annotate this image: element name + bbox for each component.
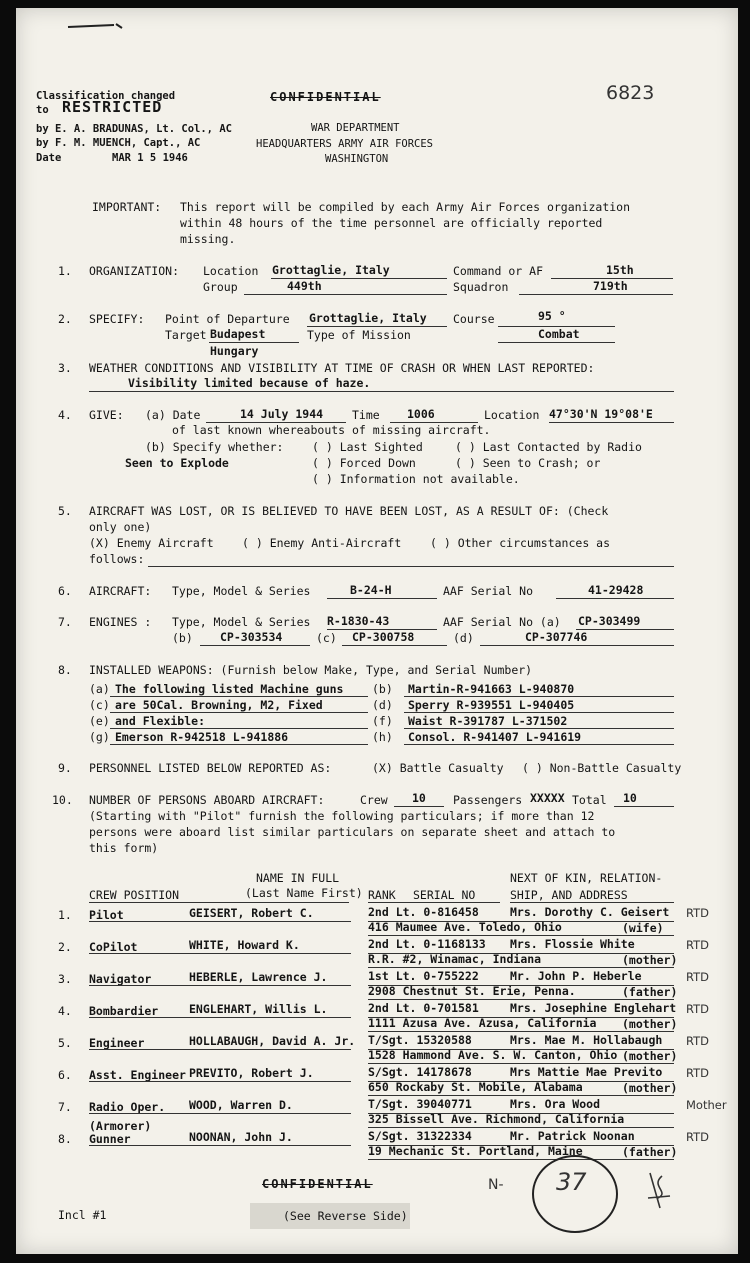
crew-position: Engineer xyxy=(89,1036,145,1050)
crew-header-name: NAME IN FULL xyxy=(256,871,340,885)
crew-header-kin-2: SHIP, AND ADDRESS xyxy=(510,888,628,902)
margin-note: RTD xyxy=(686,970,710,984)
crew-underline xyxy=(368,985,674,986)
crew-relation: (mother) xyxy=(622,1049,678,1063)
s1-location-value: Grottaglie, Italy xyxy=(272,263,390,277)
crew-underline xyxy=(89,953,189,954)
s2-target-value: Budapest xyxy=(210,327,266,341)
crew-address: 1528 Hammond Ave. S. W. Canton, Ohio xyxy=(368,1048,618,1062)
s2-course-value: 95 ° xyxy=(538,309,566,323)
to-label: to xyxy=(36,104,49,116)
crew-underline xyxy=(368,1145,674,1146)
crew-underline xyxy=(186,921,351,922)
s2-departure-label: Point of Departure xyxy=(165,312,290,326)
crew-row-number: 7. xyxy=(58,1100,72,1114)
weapon-underline xyxy=(110,696,368,697)
crew-rank-serial: 2nd Lt. 0-701581 xyxy=(368,1001,479,1015)
s1-command-value: 15th xyxy=(606,263,634,277)
crew-address: 2908 Chestnut St. Erie, Penna. xyxy=(368,984,576,998)
confidential-top: CONFIDENTIAL xyxy=(270,90,381,104)
crew-name: NOONAN, John J. xyxy=(189,1130,293,1144)
crew-position: Pilot xyxy=(89,908,124,922)
s4-opt-not-available: ( ) Information not available. xyxy=(312,472,520,486)
crew-name: PREVITO, Robert J. xyxy=(189,1066,314,1080)
weapon-label-left: (g) xyxy=(89,730,110,744)
date-label: Date xyxy=(36,152,62,164)
crew-row-number: 6. xyxy=(58,1068,72,1082)
s4-num: 4. xyxy=(58,408,72,422)
s5-num: 5. xyxy=(58,504,72,518)
s1-command-label: Command or AF xyxy=(453,264,544,278)
s9-non-battle: ( ) Non-Battle Casualty xyxy=(522,761,682,775)
s10-note-2: persons were aboard list similar particulars on separate sheet and attach to xyxy=(89,825,616,839)
s7-b-label: (b) xyxy=(172,631,193,645)
weapon-label-right: (d) xyxy=(372,698,393,712)
crew-underline xyxy=(186,1113,351,1114)
s6-serial-value: 41-29428 xyxy=(588,583,644,597)
crew-rank-serial: 2nd Lt. 0-816458 xyxy=(368,905,479,919)
s4-specify: (b) Specify whether: xyxy=(145,440,284,454)
weapon-label-right: (b) xyxy=(372,682,393,696)
crew-position: Radio Oper. xyxy=(89,1100,166,1114)
s8-num: 8. xyxy=(58,663,72,677)
crew-address-underline xyxy=(368,1095,674,1096)
declass-date: MAR 1 5 1946 xyxy=(112,152,188,164)
crew-underline xyxy=(89,1017,189,1018)
top-mark xyxy=(66,22,146,32)
s3-label: WEATHER CONDITIONS AND VISIBILITY AT TIME OF CRASH OR WHEN LAST REPORTED: xyxy=(89,361,595,375)
crew-underline xyxy=(89,1113,189,1114)
s4-location-value: 47°30'N 19°08'E xyxy=(549,407,653,421)
crew-name: GEISERT, Robert C. xyxy=(189,906,314,920)
s4-time-value: 1006 xyxy=(407,407,435,421)
important-label: IMPORTANT: xyxy=(92,200,162,214)
crew-address: 19 Mechanic St. Portland, Maine xyxy=(368,1144,583,1158)
s3-value: Visibility limited because of haze. xyxy=(128,376,371,390)
crew-address: 325 Bissell Ave. Richmond, California xyxy=(368,1112,625,1126)
crew-underline xyxy=(89,985,189,986)
crew-row-number: 1. xyxy=(58,908,72,922)
s7-label: ENGINES : xyxy=(89,615,152,629)
weapon-label-left: (e) xyxy=(89,714,110,728)
crew-underline xyxy=(186,1049,351,1050)
crew-name: HOLLABAUGH, David A. Jr. xyxy=(189,1034,356,1048)
crew-position-sub: (Armorer) xyxy=(89,1119,152,1133)
crew-underline xyxy=(186,985,351,986)
s10-note-1: (Starting with "Pilot" furnish the following particulars; if more than 12 xyxy=(89,809,595,823)
crew-next-of-kin: Mrs Mattie Mae Previto xyxy=(510,1065,663,1079)
signature-mark xyxy=(640,1168,680,1218)
inclosure: Incl #1 xyxy=(58,1208,107,1222)
crew-position: CoPilot xyxy=(89,940,138,954)
crew-rank-serial: T/Sgt. 39040771 xyxy=(368,1097,472,1111)
weapon-underline xyxy=(404,728,674,729)
s4-date-value: 14 July 1944 xyxy=(240,407,324,421)
s4-date-label: (a) Date xyxy=(145,408,201,422)
s7-engine-a: CP-303499 xyxy=(578,614,641,628)
important-line-1: This report will be compiled by each Army Air Forces organization xyxy=(180,200,631,214)
crew-address: 650 Rockaby St. Mobile, Alabama xyxy=(368,1080,583,1094)
s7-type-label: Type, Model & Series xyxy=(172,615,311,629)
crew-name: ENGLEHART, Willis L. xyxy=(189,1002,328,1016)
weapon-value-right: Sperry R-939551 L-940405 xyxy=(408,698,575,712)
s9-label: PERSONNEL LISTED BELOW REPORTED AS: xyxy=(89,761,332,775)
crew-next-of-kin: Mrs. Flossie White xyxy=(510,937,635,951)
s7-serial-label: AAF Serial No (a) xyxy=(443,615,561,629)
restricted-stamp: RESTRICTED xyxy=(62,98,163,116)
crew-next-of-kin: Mrs. Josephine Englehart xyxy=(510,1001,677,1015)
weapon-label-left: (a) xyxy=(89,682,110,696)
crew-next-of-kin: Mrs. Ora Wood xyxy=(510,1097,601,1111)
crew-rank-serial: 1st Lt. 0-755222 xyxy=(368,969,479,983)
crew-relation: (father) xyxy=(622,1145,678,1159)
weapon-label-right: (h) xyxy=(372,730,393,744)
s2-mission-value: Combat xyxy=(538,327,580,341)
s4-opt-forced-down: ( ) Forced Down xyxy=(312,456,416,470)
class-changed-label: Classification changed xyxy=(36,90,176,102)
s1-num: 1. xyxy=(58,264,72,278)
s4-seen-explode: Seen to Explode xyxy=(125,456,229,470)
crew-underline xyxy=(368,953,674,954)
s4-time-label: Time xyxy=(352,408,380,422)
s2-mission-label: Type of Mission xyxy=(307,328,411,342)
weapon-value-right: Waist R-391787 L-371502 xyxy=(408,714,568,728)
s1-group-value: 449th xyxy=(287,279,322,293)
s4-location-label: Location xyxy=(484,408,540,422)
s2-course-label: Course xyxy=(453,312,495,326)
s10-note-3: this form) xyxy=(89,841,159,855)
s1-label: ORGANIZATION: xyxy=(89,264,180,278)
s2-num: 2. xyxy=(58,312,72,326)
crew-underline xyxy=(368,921,674,922)
crew-address-underline xyxy=(368,999,674,1000)
s5-line-2: only one) xyxy=(89,520,152,534)
crew-header-serial: SERIAL NO xyxy=(413,888,476,902)
crew-header-name-2: (Last Name First) xyxy=(245,886,363,900)
s1-squadron-label: Squadron xyxy=(453,280,509,294)
crew-address-underline xyxy=(368,1063,674,1064)
s8-label: INSTALLED WEAPONS: (Furnish below Make, Type, and Serial Number) xyxy=(89,663,533,677)
crew-row-number: 2. xyxy=(58,940,72,954)
s7-num: 7. xyxy=(58,615,72,629)
s7-type-value: R-1830-43 xyxy=(327,614,390,628)
weapon-value-right: Consol. R-941407 L-941619 xyxy=(408,730,582,744)
crew-underline xyxy=(89,921,189,922)
crew-underline xyxy=(186,1017,351,1018)
s6-label: AIRCRAFT: xyxy=(89,584,152,598)
s4-opt-seen-crash: ( ) Seen to Crash; or xyxy=(455,456,601,470)
crew-rank-serial: S/Sgt. 31322334 xyxy=(368,1129,472,1143)
crew-row-number: 3. xyxy=(58,972,72,986)
weapon-value-left: and Flexible: xyxy=(115,714,206,728)
crew-address-underline xyxy=(368,1159,674,1160)
margin-note: RTD xyxy=(686,1034,710,1048)
crew-next-of-kin: Mr. Patrick Noonan xyxy=(510,1129,635,1143)
margin-note: RTD xyxy=(686,1130,710,1144)
crew-relation: (father) xyxy=(622,985,678,999)
weapon-underline xyxy=(110,744,368,745)
s5-opt-other: ( ) Other circumstances as xyxy=(430,536,611,550)
crew-address: 416 Maumee Ave. Toledo, Ohio xyxy=(368,920,562,934)
s10-total-value: 10 xyxy=(623,791,637,805)
s2-target-label: Target xyxy=(165,328,207,342)
s1-group-label: Group xyxy=(203,280,238,294)
margin-note: Mother xyxy=(686,1098,727,1112)
s6-num: 6. xyxy=(58,584,72,598)
crew-underline xyxy=(368,1113,674,1114)
s4-sub: of last known whereabouts of missing aircraft. xyxy=(172,423,491,437)
weapon-underline xyxy=(404,696,674,697)
crew-relation: (mother) xyxy=(622,1081,678,1095)
crew-position: Asst. Engineer xyxy=(89,1068,186,1082)
crew-address: 1111 Azusa Ave. Azusa, California xyxy=(368,1016,597,1030)
margin-note: RTD xyxy=(686,1002,710,1016)
confidential-bottom: CONFIDENTIAL xyxy=(262,1177,373,1191)
weapon-value-right: Martin-R-941663 L-940870 xyxy=(408,682,575,696)
weapon-value-left: Emerson R-942518 L-941886 xyxy=(115,730,289,744)
crew-rank-serial: 2nd Lt. 0-1168133 xyxy=(368,937,486,951)
s5-opt-anti-aircraft: ( ) Enemy Anti-Aircraft xyxy=(242,536,402,550)
s10-crew-value: 10 xyxy=(412,791,426,805)
see-reverse: (See Reverse Side) xyxy=(283,1209,408,1223)
crew-relation: (mother) xyxy=(622,1017,678,1031)
s9-battle-casualty: (X) Battle Casualty xyxy=(372,761,504,775)
report-number: 6823 xyxy=(606,82,655,104)
s4-opt-last-contacted: ( ) Last Contacted by Radio xyxy=(455,440,642,454)
s6-serial-label: AAF Serial No xyxy=(443,584,534,598)
s10-label: NUMBER OF PERSONS ABOARD AIRCRAFT: xyxy=(89,793,325,807)
crew-address-underline xyxy=(368,1031,674,1032)
crew-name: WOOD, Warren D. xyxy=(189,1098,293,1112)
s5-follows: follows: xyxy=(89,552,145,566)
crew-relation: (mother) xyxy=(622,953,678,967)
crew-position: Bombardier xyxy=(89,1004,159,1018)
weapon-underline xyxy=(404,744,674,745)
crew-relation: (wife) xyxy=(622,921,664,935)
war-dept: WAR DEPARTMENT xyxy=(311,122,400,134)
crew-underline xyxy=(368,1017,674,1018)
crew-header-rank: RANK xyxy=(368,888,396,902)
margin-note: RTD xyxy=(686,906,710,920)
s3-num: 3. xyxy=(58,361,72,375)
s1-location-label: Location xyxy=(203,264,259,278)
s10-num: 10. xyxy=(52,793,73,807)
s7-engine-b: CP-303534 xyxy=(220,630,283,644)
margin-note: RTD xyxy=(686,1066,710,1080)
washington: WASHINGTON xyxy=(325,153,389,165)
weapon-label-right: (f) xyxy=(372,714,393,728)
weapon-value-left: The following listed Machine guns xyxy=(115,682,344,696)
s9-num: 9. xyxy=(58,761,72,775)
s7-engine-c: CP-300758 xyxy=(352,630,415,644)
s6-type-label: Type, Model & Series xyxy=(172,584,311,598)
s10-total-label: Total xyxy=(572,793,607,807)
crew-address-underline xyxy=(368,1127,674,1128)
margin-note: RTD xyxy=(686,938,710,952)
crew-rank-serial: S/Sgt. 14178678 xyxy=(368,1065,472,1079)
s4-label: GIVE: xyxy=(89,408,124,422)
declassified-by-1: by E. A. BRADUNAS, Lt. Col., AC xyxy=(36,123,232,135)
crew-rank-serial: T/Sgt. 15320588 xyxy=(368,1033,472,1047)
hq-aaf: HEADQUARTERS ARMY AIR FORCES xyxy=(256,138,434,150)
crew-underline xyxy=(89,1049,189,1050)
crew-next-of-kin: Mr. John P. Heberle xyxy=(510,969,642,983)
s2-target-country: Hungary xyxy=(210,344,259,358)
s5-opt-enemy-aircraft: (X) Enemy Aircraft xyxy=(89,536,214,550)
crew-name: WHITE, Howard K. xyxy=(189,938,300,952)
declassified-by-2: by F. M. MUENCH, Capt., AC xyxy=(36,137,201,149)
crew-row-number: 5. xyxy=(58,1036,72,1050)
s10-pass-value: XXXXX xyxy=(530,791,565,805)
crew-address-underline xyxy=(368,935,674,936)
crew-name: HEBERLE, Lawrence J. xyxy=(189,970,328,984)
weapon-value-left: are 50Cal. Browning, M2, Fixed xyxy=(115,698,323,712)
n-mark: N- xyxy=(488,1177,504,1193)
crew-position: Gunner xyxy=(89,1132,131,1146)
important-line-2: within 48 hours of the time personnel are officially reported xyxy=(180,216,603,230)
crew-underline xyxy=(89,1145,189,1146)
s7-d-label: (d) xyxy=(453,631,474,645)
crew-underline xyxy=(89,1081,189,1082)
crew-address: R.R. #2, Winamac, Indiana xyxy=(368,952,542,966)
s10-crew-label: Crew xyxy=(360,793,388,807)
crew-underline xyxy=(186,953,351,954)
s10-pass-label: Passengers xyxy=(453,793,523,807)
important-line-3: missing. xyxy=(180,232,236,246)
s4-opt-last-sighted: ( ) Last Sighted xyxy=(312,440,423,454)
crew-header-kin-1: NEXT OF KIN, RELATION- xyxy=(510,871,663,885)
s5-line-1: AIRCRAFT WAS LOST, OR IS BELIEVED TO HAVE BEEN LOST, AS A RESULT OF: (Check xyxy=(89,504,609,518)
crew-address-underline xyxy=(368,967,674,968)
crew-underline xyxy=(186,1081,351,1082)
s2-label: SPECIFY: xyxy=(89,312,145,326)
weapon-label-left: (c) xyxy=(89,698,110,712)
crew-next-of-kin: Mrs. Mae M. Hollabaugh xyxy=(510,1033,663,1047)
s6-type-value: B-24-H xyxy=(350,583,392,597)
weapon-underline xyxy=(404,712,674,713)
crew-header-position: CREW POSITION xyxy=(89,888,180,902)
weapon-underline xyxy=(110,728,368,729)
s7-c-label: (c) xyxy=(316,631,337,645)
crew-underline xyxy=(186,1145,351,1146)
s7-engine-d: CP-307746 xyxy=(525,630,588,644)
circle-number: 37 xyxy=(556,1168,587,1196)
crew-row-number: 4. xyxy=(58,1004,72,1018)
s1-squadron-value: 719th xyxy=(593,279,628,293)
crew-underline xyxy=(368,1081,674,1082)
s2-departure-value: Grottaglie, Italy xyxy=(309,311,427,325)
crew-next-of-kin: Mrs. Dorothy C. Geisert xyxy=(510,905,670,919)
crew-row-number: 8. xyxy=(58,1132,72,1146)
crew-position: Navigator xyxy=(89,972,152,986)
crew-underline xyxy=(368,1049,674,1050)
weapon-underline xyxy=(110,712,368,713)
